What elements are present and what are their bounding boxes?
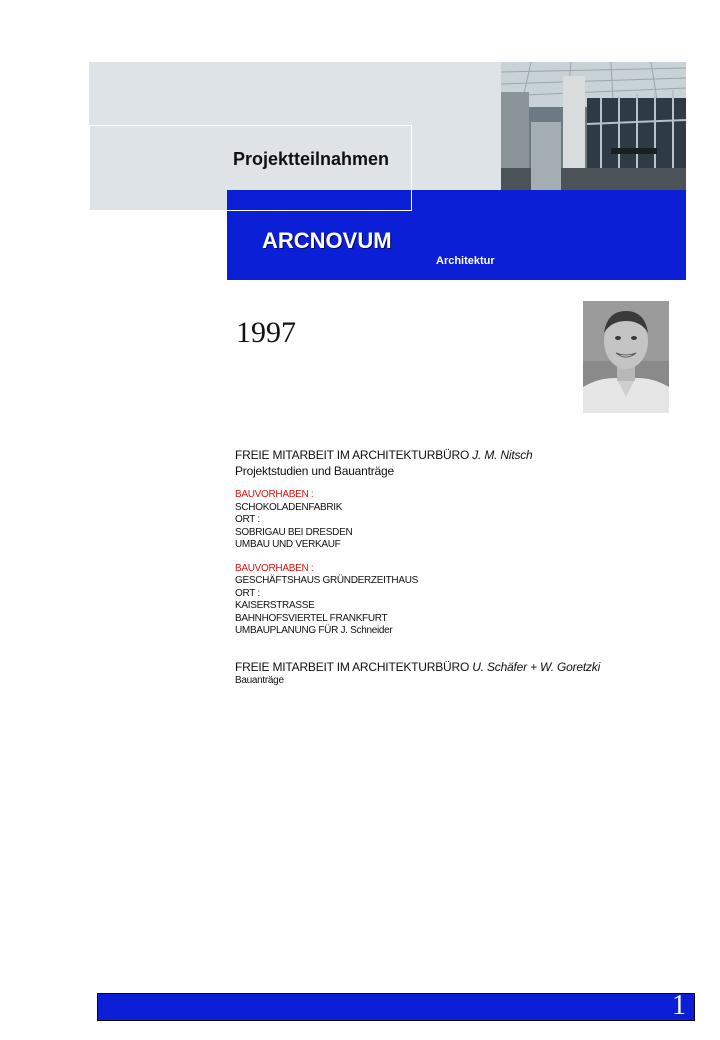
location-value: KAISERSTRASSE — [235, 600, 315, 611]
building-interior-photo — [501, 62, 686, 190]
brand-subtitle: Architektur — [436, 255, 495, 267]
entry-subtitle: Bauanträge — [235, 674, 284, 686]
page-title: Projektteilnahmen — [233, 149, 390, 169]
location-value-2: BAHNHOFSVIERTEL FRANKFURT — [235, 612, 388, 624]
office-name: U. Schäfer + W. Goretzki — [472, 659, 601, 674]
location-label: ORT : — [235, 514, 260, 525]
office-name: J. M. Nitsch — [472, 448, 533, 462]
header-blue-notch — [227, 190, 412, 211]
project-note: UMBAU UND VERKAUF — [235, 539, 341, 550]
project-list — [235, 448, 705, 687]
footer-bar — [97, 993, 695, 1021]
location-label: ORT : — [235, 587, 260, 599]
brand-name: ARCNOVUM — [262, 228, 392, 253]
project-note: UMBAUPLANUNG FÜR J. Schneider — [235, 625, 393, 636]
project-label: BAUVORHABEN : — [235, 489, 314, 500]
project-label: BAUVORHABEN : — [235, 562, 314, 574]
location-value: SOBRIGAU BEI DRESDEN — [235, 526, 353, 538]
entry-heading: FREIE MITARBEIT IM ARCHITEKTURBÜRO U. Schäfer + W. Goretzki — [235, 659, 601, 674]
entry-subtitle: Projektstudien und Bauanträge — [235, 464, 394, 478]
portrait-photo — [583, 301, 669, 413]
project-name: GESCHÄFTSHAUS GRÜNDERZEITHAUS — [235, 575, 418, 586]
entry-heading: FREIE MITARBEIT IM ARCHITEKTURBÜRO J. M. Nitsch — [235, 448, 533, 462]
project-name: SCHOKOLADENFABRIK — [235, 501, 343, 513]
page-number: 1 — [672, 990, 686, 1021]
year-heading: 1997 — [236, 316, 296, 349]
